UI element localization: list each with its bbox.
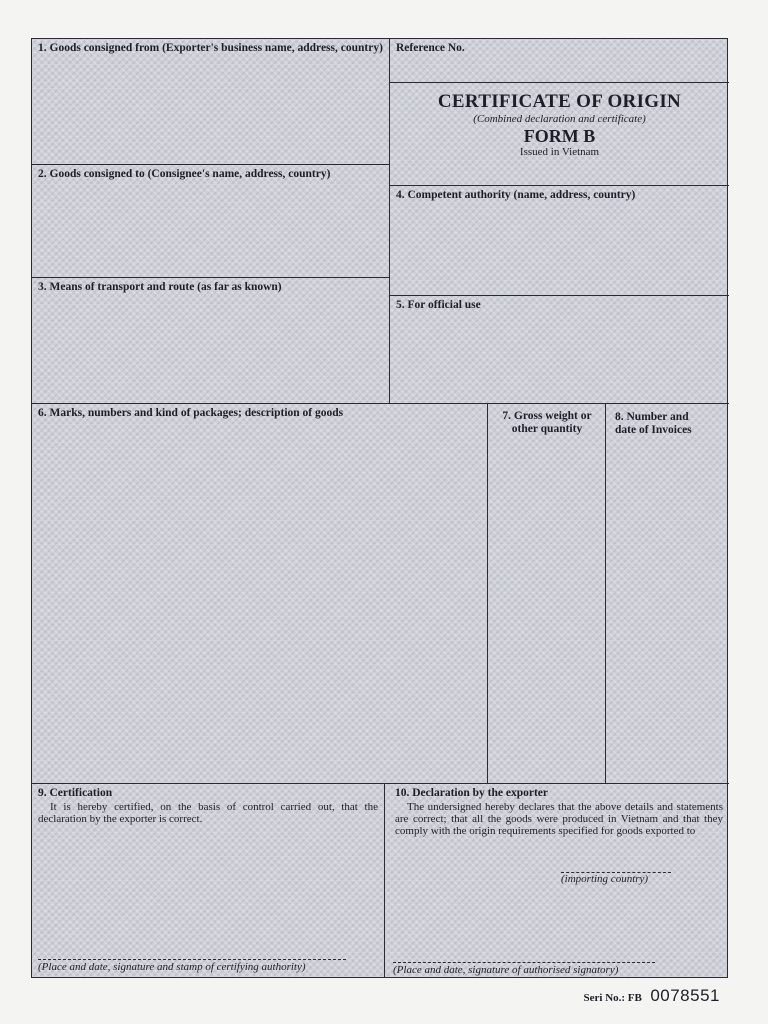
box-1-label: 1. Goods consigned from (Exporter's business name, address, country) bbox=[38, 42, 383, 54]
serial-label: Seri No.: FB bbox=[583, 992, 642, 1004]
box-2-label: 2. Goods consigned to (Consignee's name, address, country) bbox=[38, 168, 331, 180]
box-10-signature-line bbox=[393, 962, 655, 963]
title-block bbox=[390, 83, 729, 186]
certificate-form bbox=[31, 38, 728, 978]
box-7-label-line1: 7. Gross weight or bbox=[502, 410, 592, 422]
box-7-label-line2: other quantity bbox=[511, 423, 583, 435]
box-1-exporter[interactable] bbox=[32, 39, 390, 165]
reference-no-field[interactable] bbox=[390, 39, 729, 83]
serial-number bbox=[584, 986, 721, 1006]
serial-value: 0078551 bbox=[650, 986, 720, 1005]
box-3-transport[interactable] bbox=[32, 278, 390, 404]
reference-no-label: Reference No. bbox=[396, 42, 465, 54]
box-8-label-line1: 8. Number and bbox=[615, 411, 689, 423]
box-4-competent-authority[interactable] bbox=[390, 186, 729, 296]
certificate-title: CERTIFICATE OF ORIGIN bbox=[437, 91, 682, 112]
box-10-exporter-declaration[interactable] bbox=[385, 784, 729, 977]
box-9-text: It is hereby certified, on the basis of control carried out, that the declaration by the exporter is correct. bbox=[38, 801, 378, 825]
box-9-certification[interactable] bbox=[32, 784, 385, 977]
box-6-label: 6. Marks, numbers and kind of packages; description of goods bbox=[38, 407, 344, 419]
box-9-signature-note: (Place and date, signature and stamp of certifying authority) bbox=[38, 961, 306, 973]
box-5-official-use[interactable] bbox=[390, 296, 729, 404]
box-10-label: 10. Declaration by the exporter bbox=[395, 787, 548, 799]
box-3-label: 3. Means of transport and route (as far as known) bbox=[38, 281, 282, 293]
box-9-signature-line bbox=[38, 959, 346, 960]
certificate-subtitle: (Combined declaration and certificate) bbox=[473, 113, 646, 125]
box-10-country-note: (importing country) bbox=[561, 873, 649, 885]
box-9-label: 9. Certification bbox=[38, 787, 113, 799]
box-10-text: The undersigned hereby declares that the above details and statements are correct; that all the goods were produced in Vietnam and that they comply with the origin requirements specified for goods exported to bbox=[395, 801, 723, 837]
box-6-goods-description[interactable] bbox=[32, 404, 488, 784]
box-2-consignee[interactable] bbox=[32, 165, 390, 278]
box-8-label-line2: date of Invoices bbox=[615, 424, 692, 436]
box-10-signature-note: (Place and date, signature of authorised signatory) bbox=[393, 964, 619, 976]
issued-in: Issued in Vietnam bbox=[519, 146, 600, 158]
box-7-gross-weight[interactable] bbox=[488, 404, 606, 784]
box-4-label: 4. Competent authority (name, address, country) bbox=[396, 189, 636, 201]
form-name: FORM B bbox=[523, 126, 596, 146]
box-8-invoices[interactable] bbox=[606, 404, 729, 784]
box-5-label: 5. For official use bbox=[396, 299, 481, 311]
